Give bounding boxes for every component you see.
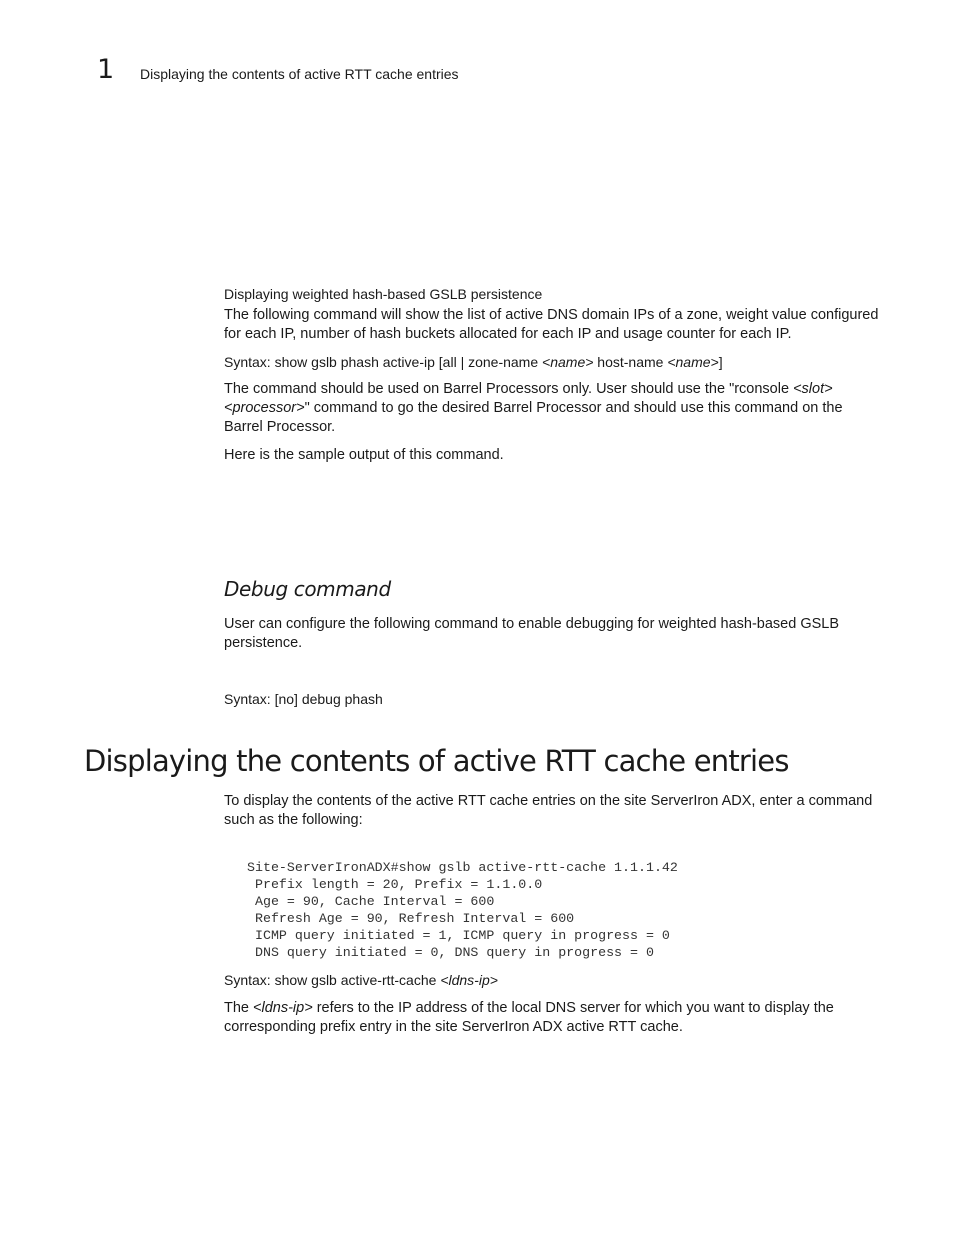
- code-line: DNS query initiated = 0, DNS query in progress = 0: [247, 945, 654, 960]
- phash-intro: [224, 306, 884, 344]
- code-line: Prefix length = 20, Prefix = 1.1.0.0: [247, 877, 543, 892]
- phash-usage-processor-arg: <processor>: [224, 400, 305, 416]
- rtt-intro: [224, 792, 884, 830]
- phash-syntax-suffix: ]: [718, 354, 723, 370]
- phash-usage-slot-arg: <slot>: [793, 381, 833, 397]
- code-line: Site-ServerIronADX#show gslb active-rtt-cache 1.1.1.42: [247, 860, 678, 875]
- phash-usage: [224, 380, 884, 437]
- rtt-syntax-prefix: Syntax: show gslb active-rtt-cache: [224, 972, 441, 988]
- phash-syntax-prefix: Syntax: show gslb phash active-ip [all | zone-name: [224, 354, 543, 370]
- debug-description-text: User can configure the following command to enable debugging for weighted hash-based GSLB persistence.: [224, 616, 840, 651]
- phash-sample-note: Here is the sample output of this command.: [224, 447, 504, 463]
- phash-syntax-mid: host-name: [593, 354, 668, 370]
- phash-syntax: [224, 353, 884, 371]
- code-sample: [247, 859, 678, 961]
- running-header-title: Displaying the contents of active RTT cache entries: [140, 66, 459, 82]
- phash-syntax-host-arg: <name>: [667, 354, 719, 370]
- rtt-desc-arg: <ldns-ip>: [253, 1000, 313, 1016]
- rtt-description: [224, 999, 884, 1037]
- phash-subheading: Displaying weighted hash-based GSLB persistence: [224, 286, 543, 302]
- phash-syntax-zone-arg: <name>: [542, 354, 594, 370]
- rtt-syntax: [224, 971, 884, 989]
- rtt-intro-text: To display the contents of the active RTT cache entries on the site ServerIron ADX, enter a command such as the following:: [224, 793, 873, 828]
- rtt-desc-suffix: refers to the IP address of the local DNS server for which you want to display the corresponding prefix entry in the site ServerIron ADX active RTT cache.: [224, 1000, 834, 1035]
- chapter-number: 1: [97, 54, 115, 85]
- debug-heading: Debug command: [224, 577, 391, 601]
- phash-usage-text-2: " command to go the desired Barrel Processor and should use this command on the Barrel Processor.: [224, 400, 843, 435]
- rtt-desc-prefix: The: [224, 1000, 254, 1016]
- debug-syntax: Syntax: [no] debug phash: [224, 691, 383, 707]
- phash-intro-text: The following command will show the list of active DNS domain IPs of a zone, weight value configured for each IP, number of hash buckets allocated for each IP and usage counter for each IP.: [224, 307, 879, 342]
- rtt-syntax-arg: <ldns-ip>: [440, 972, 498, 988]
- phash-usage-text-1: The command should be used on Barrel Processors only. User should use the "rconsole: [224, 381, 794, 397]
- debug-description: [224, 615, 884, 653]
- section-heading: Displaying the contents of active RTT cache entries: [84, 744, 789, 778]
- code-line: Refresh Age = 90, Refresh Interval = 600: [247, 911, 575, 926]
- code-line: ICMP query initiated = 1, ICMP query in progress = 0: [247, 928, 670, 943]
- code-line: Age = 90, Cache Interval = 600: [247, 894, 495, 909]
